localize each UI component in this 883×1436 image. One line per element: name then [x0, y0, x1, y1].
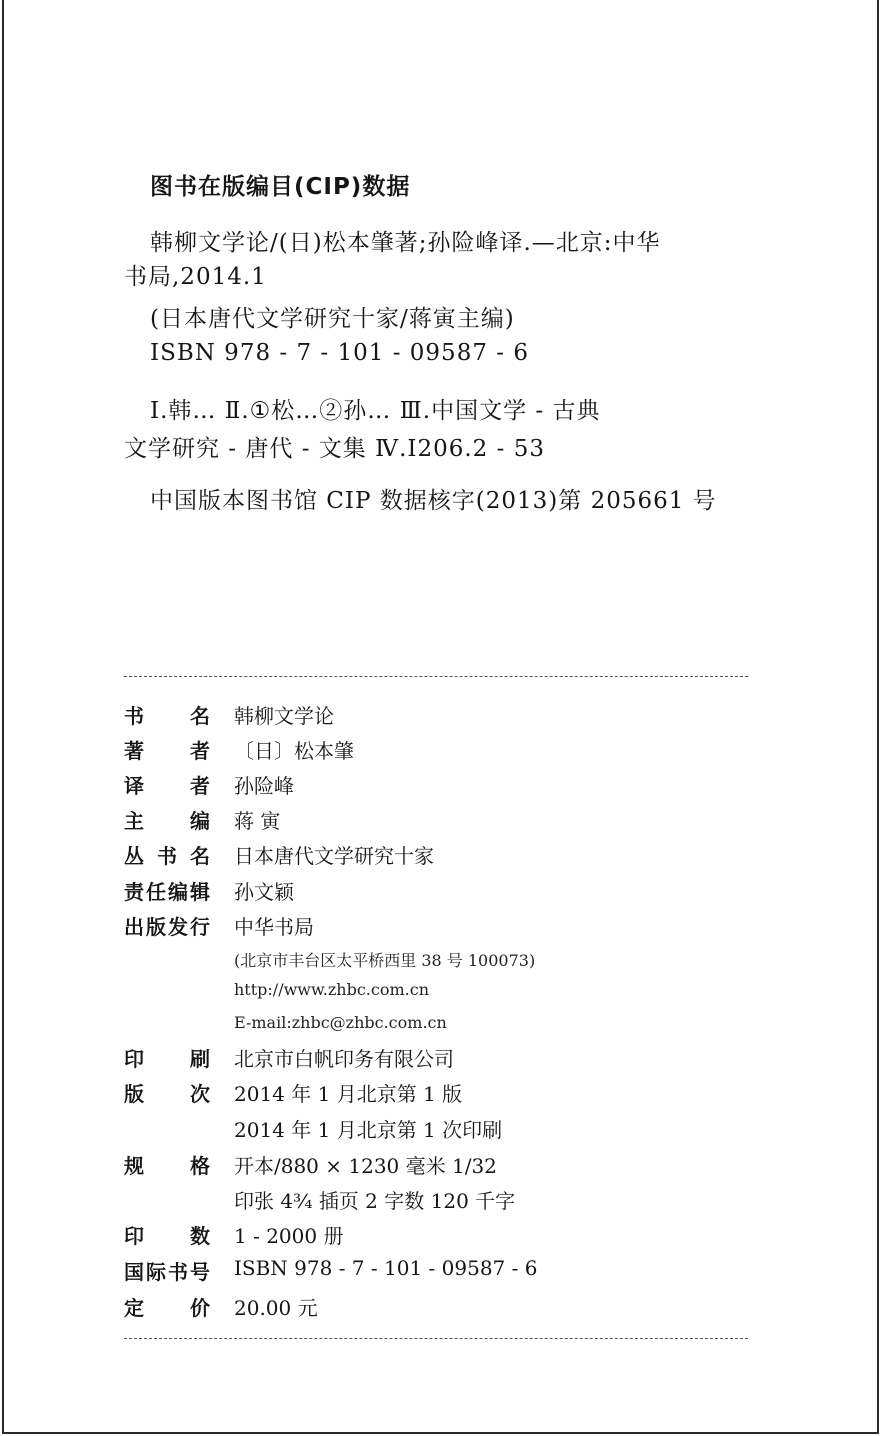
- cip-line-2: 书局,2014.1: [124, 264, 267, 290]
- label-print-run: 印数: [124, 1224, 210, 1248]
- value-edition: 2014 年 1 月北京第 1 版: [234, 1082, 463, 1106]
- value-printer: 北京市白帆印务有限公司: [234, 1047, 454, 1071]
- value-responsible-editor: 孙文颖: [234, 880, 294, 904]
- value-price: 20.00 元: [234, 1296, 318, 1320]
- row-edition: [124, 1078, 764, 1108]
- cip-line-6: 文学研究 - 唐代 - 文集 Ⅳ.I206.2 - 53: [124, 436, 545, 462]
- value-title: 韩柳文学论: [234, 704, 334, 728]
- cip-line-4: ISBN 978 - 7 - 101 - 09587 - 6: [150, 340, 529, 366]
- value-printing: 2014 年 1 月北京第 1 次印刷: [234, 1118, 503, 1142]
- label-isbn: 国际书号: [124, 1260, 210, 1284]
- cip-line-1: 韩柳文学论/(日)松本肇著;孙险峰译.—北京:中华: [150, 230, 661, 256]
- value-print-run: 1 - 2000 册: [234, 1224, 344, 1248]
- row-price: [124, 1292, 764, 1322]
- row-format: [124, 1150, 764, 1180]
- value-isbn: ISBN 978 - 7 - 101 - 09587 - 6: [234, 1256, 538, 1280]
- label-translator: 译者: [124, 774, 210, 798]
- label-format: 规格: [124, 1154, 210, 1178]
- label-responsible-editor: 责任编辑: [124, 880, 210, 904]
- row-series: [124, 840, 764, 870]
- row-publisher: [124, 911, 764, 941]
- divider-bottom: [124, 1338, 748, 1339]
- row-printer: [124, 1043, 764, 1073]
- row-editor: [124, 805, 764, 835]
- label-publisher: 出版发行: [124, 915, 210, 939]
- row-translator: [124, 770, 764, 800]
- label-printer: 印刷: [124, 1047, 210, 1071]
- value-format: 开本/880 × 1230 毫米 1/32: [234, 1154, 497, 1178]
- label-edition: 版次: [124, 1082, 210, 1106]
- cip-line-5: Ⅰ.韩… Ⅱ.①松…②孙… Ⅲ.中国文学 - 古典: [150, 398, 601, 424]
- label-series: 丛书名: [124, 844, 210, 868]
- cip-line-3: (日本唐代文学研究十家/蒋寅主编): [150, 306, 515, 332]
- value-translator: 孙险峰: [234, 774, 294, 798]
- label-price: 定价: [124, 1296, 210, 1320]
- value-author: 〔日〕松本肇: [234, 739, 354, 763]
- row-isbn: [124, 1256, 764, 1286]
- label-author: 著者: [124, 739, 210, 763]
- row-title: [124, 700, 764, 730]
- cip-line-7: 中国版本图书馆 CIP 数据核字(2013)第 205661 号: [150, 488, 717, 514]
- row-format-2: [124, 1185, 764, 1215]
- row-edition-2: [124, 1114, 764, 1144]
- label-editor: 主编: [124, 809, 210, 833]
- row-print-run: [124, 1220, 764, 1250]
- publisher-email: E-mail:zhbc@zhbc.com.cn: [234, 1013, 447, 1032]
- value-publisher: 中华书局: [234, 915, 314, 939]
- divider-top: [124, 676, 748, 677]
- label-title: 书名: [124, 704, 210, 728]
- row-responsible-editor: [124, 876, 764, 906]
- row-author: [124, 735, 764, 765]
- cip-heading: 图书在版编目(CIP)数据: [150, 174, 411, 200]
- value-sheets: 印张 4¾ 插页 2 字数 120 千字: [234, 1189, 516, 1213]
- value-series: 日本唐代文学研究十家: [234, 844, 434, 868]
- publisher-address: (北京市丰台区太平桥西里 38 号 100073): [234, 951, 536, 970]
- value-editor: 蒋 寅: [234, 809, 281, 833]
- publisher-website: http://www.zhbc.com.cn: [234, 980, 429, 999]
